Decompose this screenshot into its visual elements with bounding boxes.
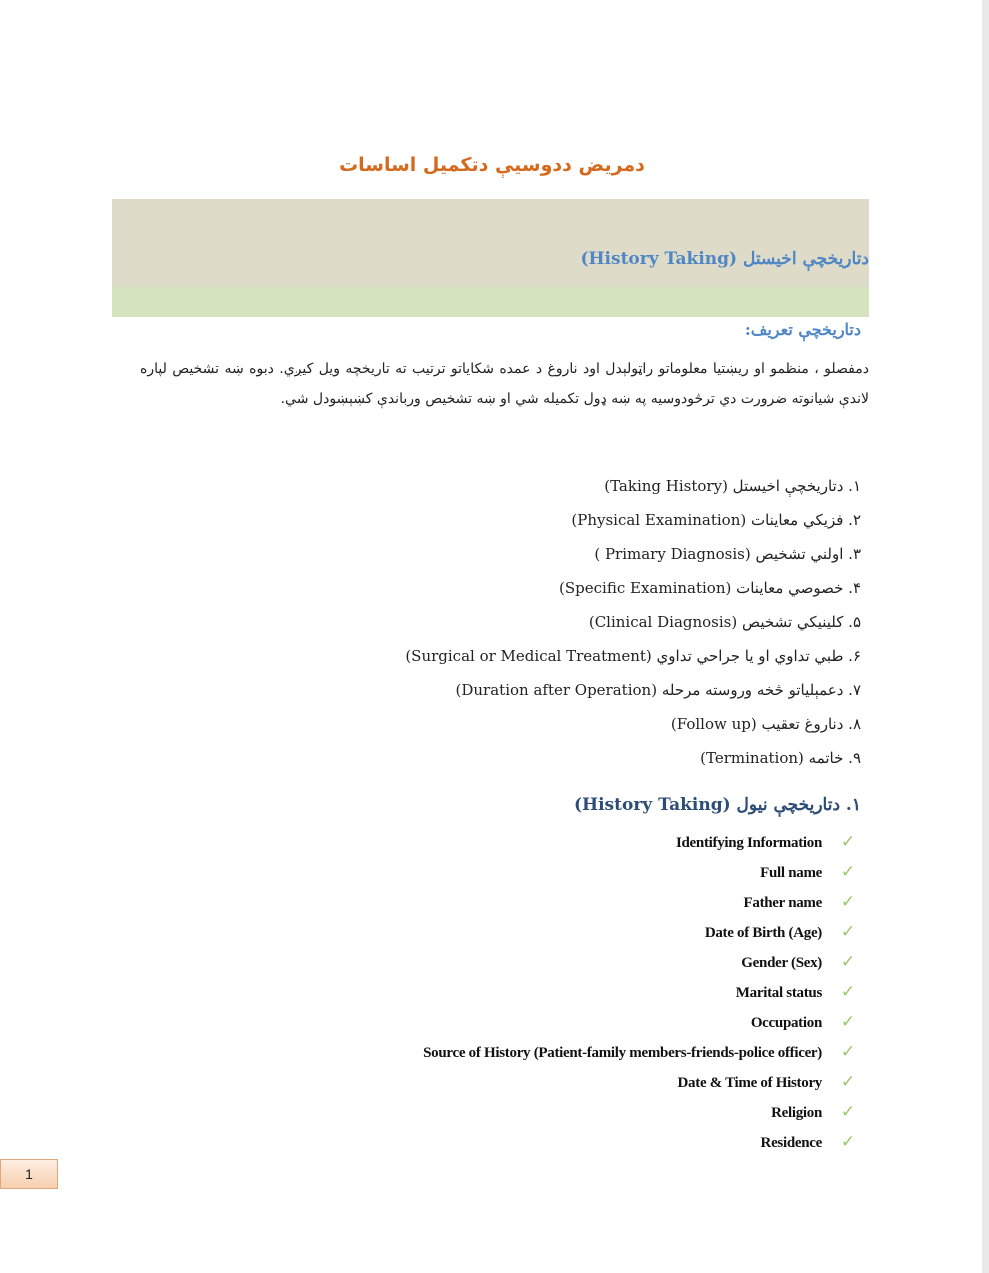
steps-list-item: ۳. اولني تشخيص (Primary Diagnosis ) — [594, 545, 861, 563]
steps-list-item: ۵. کلينيکي تشخيص (Clinical Diagnosis) — [588, 613, 861, 631]
history-field-item — [423, 948, 860, 978]
steps-list-item: ۲. فزيکي معاينات (Physical Examination) — [571, 511, 861, 529]
history-field-item — [423, 918, 860, 948]
steps-list-item: ۱. دتاريخچې اخيستل (Taking History) — [604, 477, 861, 495]
check-icon: ✓ — [840, 1012, 856, 1032]
history-fields-list — [423, 828, 860, 1158]
history-field-label: Occupation — [750, 1015, 822, 1031]
steps-list-item: ۷. دعمېلياتو څخه وروسته مرحله (Duration after Operation) — [455, 681, 861, 699]
check-icon: ✓ — [840, 1132, 856, 1152]
page-number-badge: 1 — [0, 1159, 58, 1189]
check-icon: ✓ — [840, 1072, 856, 1092]
history-field-label: Residence — [760, 1135, 822, 1151]
page-title: دمريض ددوسيې دتکميل اساسات — [339, 154, 645, 176]
banner-top-band — [112, 199, 869, 287]
check-icon: ✓ — [840, 892, 856, 912]
steps-list-item: ۴. خصوصي معاينات (Specific Examination) — [559, 579, 861, 597]
history-field-item — [423, 1098, 860, 1128]
check-icon: ✓ — [840, 982, 856, 1002]
history-field-item — [423, 1038, 860, 1068]
history-field-item — [423, 888, 860, 918]
history-field-label: Father name — [743, 895, 822, 911]
history-field-item — [423, 1128, 860, 1158]
history-field-label: Religion — [771, 1105, 822, 1121]
steps-list — [405, 472, 861, 778]
page-edge — [982, 0, 989, 1273]
check-icon: ✓ — [840, 922, 856, 942]
history-field-label: Identifying Information — [675, 835, 822, 851]
check-icon: ✓ — [840, 1042, 856, 1062]
history-field-label: Full name — [760, 865, 822, 881]
definition-heading: دتاريخچې تعريف: — [744, 320, 861, 339]
banner-heading: دتاريخچې اخيستل (History Taking) — [580, 249, 869, 269]
history-field-item — [423, 1008, 860, 1038]
definition-paragraph: دمفصلو ، منظمو او ريښتيا معلوماتو راټولېدل اود ناروغ د عمده شکاياتو ترتيب ته تاريخچه ويل کيږي. دبوه ښه تشخيص لپاره لاندې شيانوته ضرورت دي ترڅودوسيه په ښه ډول تکميله شي او ښه تشخيص ورباندې کښېښودل شي. — [140, 361, 869, 407]
steps-list-item: ۶. طبي تداوي او يا جراحي تداوي (Surgical or Medical Treatment) — [405, 647, 861, 665]
check-icon: ✓ — [840, 862, 856, 882]
history-taking-heading: ۱. دتاريخچې نيول (History Taking) — [573, 795, 861, 815]
history-field-label: Date & Time of History — [677, 1075, 822, 1091]
check-icon: ✓ — [840, 832, 856, 852]
check-icon: ✓ — [840, 1102, 856, 1122]
history-field-label: Gender (Sex) — [741, 955, 822, 971]
check-icon: ✓ — [840, 952, 856, 972]
section-banner — [112, 199, 869, 317]
steps-list-item: ۸. دناروغ تعقيب (Follow up) — [670, 715, 861, 733]
history-field-label: Date of Birth (Age) — [704, 925, 822, 941]
history-field-item — [423, 828, 860, 858]
steps-list-item: ۹. خاتمه (Termination) — [700, 749, 861, 767]
history-field-item — [423, 1068, 860, 1098]
history-field-item — [423, 978, 860, 1008]
history-field-label: Source of History (Patient-family members-friends-police officer) — [423, 1045, 822, 1061]
history-field-item — [423, 858, 860, 888]
banner-bottom-band — [112, 287, 869, 317]
history-field-label: Marital status — [735, 985, 822, 1001]
